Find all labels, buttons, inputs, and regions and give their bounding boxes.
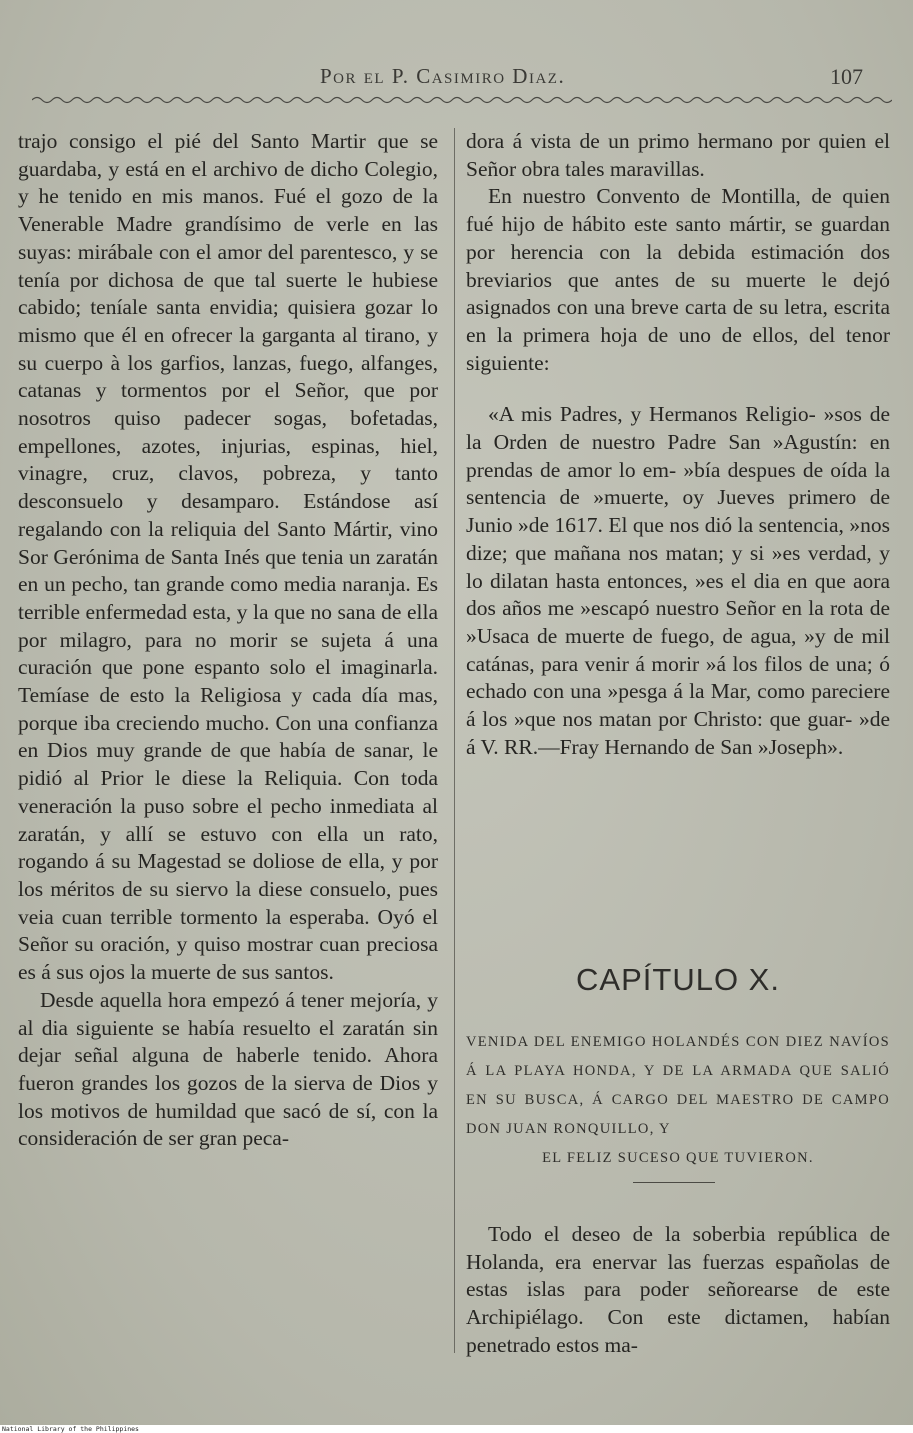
- chapter-summary: [466, 1028, 890, 1173]
- chapter-summary-last-line: EL FELIZ SUCESO QUE TUVIERON.: [542, 1150, 814, 1166]
- running-title: Por el P. Casimiro Diaz.: [320, 64, 566, 88]
- column-divider: [454, 128, 455, 1353]
- left-paragraph-1: trajo consigo el pié del Santo Martir que se guardaba, y está en el archivo de dicho Colegio, y he tenido en mis manos. Fué el gozo de la Venerable Madre grandísimo de verle en las suyas: mirábale con el amor del parentesco, y se tenía por dichosa de que tal suerte le hubiese cabido; teníale santa envidia; quisiera gozar lo mismo que él en ofrecer la garganta al tirano, y su cuerpo à los garfios, lanzas, fuego, alfanges, catanas y tormentos por el Señor, que por nosotros quiso padecer sogas, bofetadas, empellones, azotes, injurias, espinas, hiel, vinagre, cruz, clavos, pobreza, y tanto desconsuelo y desamparo. Estándose así regalando con la reliquia del Santo Mártir, vino Sor Gerónima de Santa Inés que tenia un zaratán en un pecho, tan grande como media naranja. Es terrible enfermedad esta, y la que no sana de ella por milagro, para no morir se sujeta á una curación que pone espanto solo el imaginarla. Temíase de esto la Religiosa y cada día mas, porque iba creciendo mucho. Con una confianza en Dios muy grande de que había de sanar, le pidió al Prior le diese la Reliquia. Con toda veneración la puso sobre el pecho inmediata al zaratán, y allí se estuvo con ella un rato, rogando á su Magestad se doliose de ella, y por los méritos de su siervo la diese consuelo, pues veia cuan terrible tormento la esperaba. Oyó el Señor su oración, y quiso mostrar cuan preciosa es á sus ojos la muerte de sus santos.: [18, 129, 438, 985]
- chapter-body-paragraph: Todo el deseo de la soberbia república de Holanda, era enervar las fuerzas españolas de estas islas para poder señorearse de este Archipiélago. Con este dictamen, habían penetrado estos ma-: [466, 1222, 890, 1357]
- left-paragraph-2: Desde aquella hora empezó á tener mejoría, y al dia siguiente se había resuelto el zaratán sin dejar señal alguna de haberle tenido. Ahora fueron grandes los gozos de la sierva de Dios y los motivos de humildad que sacó de sí, con la consideración de ser gran peca-: [18, 987, 438, 1151]
- library-credit: National Library of the Philippines: [2, 1425, 139, 1433]
- chapter-summary-text: VENIDA DEL ENEMIGO HOLANDÉS CON DIEZ NAVÍOS Á LA PLAYA HONDA, Y DE LA ARMADA QUE SALIÓ EN SU BUSCA, Á CARGO DEL MAESTRO DE CAMPO DON JUAN RONQUILLO, Y: [466, 1034, 890, 1137]
- right-paragraph-2: En nuestro Convento de Montilla, de quien fué hijo de hábito este santo mártir, se guardan por herencia con la debida estimación dos breviarios que antes de su muerte le dejó asignados con una breve carta de su letra, escrita en la primera hoja de uno de ellos, del tenor siguiente:: [466, 184, 890, 375]
- page-number: 107: [830, 64, 863, 89]
- chapter-separator-rule: [633, 1182, 715, 1183]
- right-column: [466, 128, 890, 761]
- right-paragraph-1: dora á vista de un primo hermano por quien el Señor obra tales maravillas.: [466, 129, 890, 181]
- letter-text: «A mis Padres, y Hermanos Religio- »sos de la Orden de nuestro Padre San »Agustín: en prendas de amor lo em- »bía despues de oída la sentencia de »muerte, oy Jueves primero de Junio »de 1617. El que nos dió la sentencia, »nos dize; que mañana nos matan; y si »es verdad, y lo dilatan hasta entonces, »es el dia en que aora dos años me »escapó nuestro Señor en la rota de »Usaca de muerte de fuego, de agua, »y de mil catánas, para venir á morir »á los filos de una; ó echado con una »pesga á la Mar, como pareciere á los »que nos matan por Christo: que guar- »de á V. RR.—Fray Hernando de San »Joseph».: [466, 402, 890, 759]
- left-column: [18, 128, 438, 1153]
- chapter-title: CAPÍTULO X.: [576, 962, 780, 997]
- quoted-letter: [466, 401, 890, 761]
- header-wavy-rule: [32, 93, 892, 107]
